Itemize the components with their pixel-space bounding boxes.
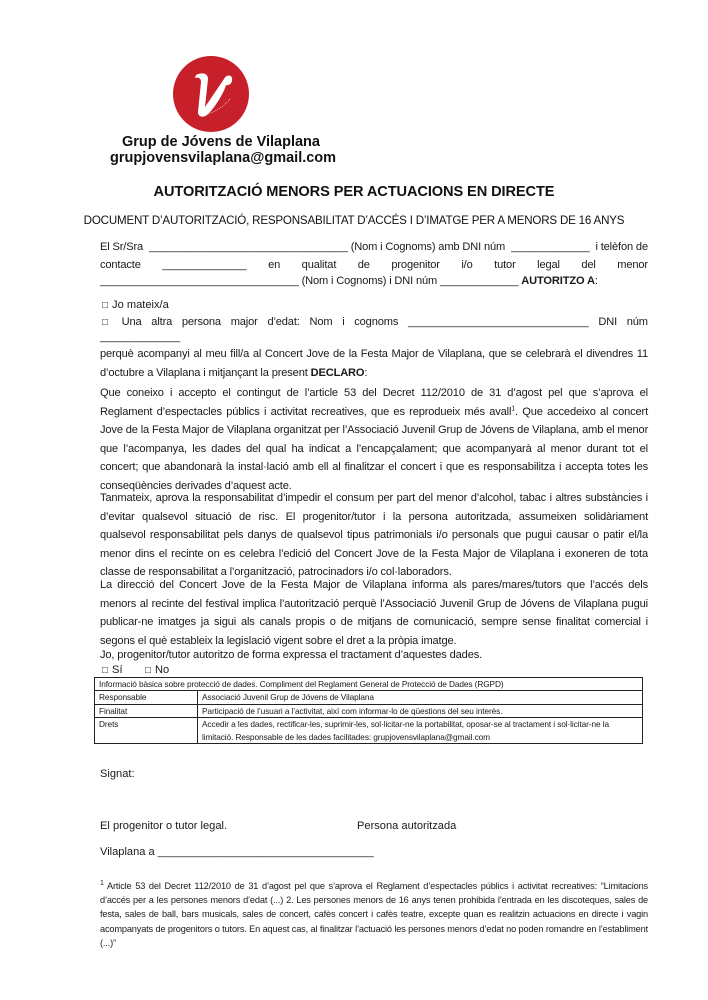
paragraph-line: conseqüències derivades d’aquest acte.: [100, 479, 292, 492]
option-word: persona: [181, 316, 221, 328]
consent-no-option[interactable]: [145, 663, 169, 678]
paragraph-line: que l’acompanya, les dades del qual ha indicat a l’encapçalament; que acompanyarà al menor durant tot el: [100, 442, 648, 455]
intro-word: i/o: [461, 259, 473, 271]
checkbox-icon[interactable]: □: [102, 300, 109, 311]
authorized-person-signature-label: Persona autoritzada: [357, 820, 457, 832]
row-value: Participació de l’usuari a l’activitat, així com informar-lo de qüestions del seu interès.: [198, 704, 643, 717]
intro-word: progenitor: [391, 259, 440, 271]
option-myself[interactable]: [102, 298, 169, 313]
punctuation: :: [594, 275, 598, 287]
minor-name-dni-field[interactable]: _________________________________ (Nom i Cognoms) i DNI núm _____________: [100, 275, 522, 287]
paragraph-line: Jove de la Festa Major de Vilaplana organitzat per l’Associació Juvenil Grup de Jóvens de Vilaplana, amb el menor: [100, 424, 649, 437]
table-row: [95, 691, 643, 704]
row-label: Finalitat: [95, 704, 198, 717]
data-protection-table: [94, 677, 643, 744]
other-person-name-field[interactable]: ______________________________: [407, 316, 589, 328]
declaration-paragraph-1: [100, 384, 648, 496]
paragraph-line: Tanmateix, aprova la responsabilitat d’impedir el consum per part del menor d’alcohol, tabac i altres substàncies i: [100, 492, 648, 504]
footnote-text: Article 53 del Decret 112/2010 de 31 d’agost pel que s’aprova el Reglament d’espectacles públics i activitat recreatives: “Limitacions d’accés per a les persones menors d’edat (...) 2. Les persones menors de 16 anys tenen prohibida l’entrada en les discoteques, sales de festa, sales de ball, bars musicals, sales de concert, cafès concert i cafès teatre, excepte quan es realitzin actuacions en directe i vagin acompanyats de progenitors o tutors. En aquest cas, al finalitzar l’actuació les persones menors d’edat no poden romandre en l’establiment (...)”: [100, 881, 648, 948]
option-word: major: [230, 316, 258, 328]
consent-yes-label: Sí: [112, 664, 123, 676]
declaro-label: DECLARO: [310, 366, 365, 379]
signed-label: Signat:: [100, 768, 135, 780]
paragraph-line: La direcció del Concert Jove de la Festa Major de Vilaplana informa als pares/mares/tutors que l’accés dels: [100, 579, 648, 591]
intro-word: del: [581, 259, 596, 271]
table-row: [95, 704, 643, 717]
paragraph-line: concert; que abandonarà la instal·lació amb ell al finalitzar el concert i que es responsabilitza i accepta totes les: [100, 461, 648, 474]
option-word: cognoms: [354, 316, 399, 328]
footnote-marker: 1: [100, 879, 104, 887]
row-value: Accedir a les dades, rectificar-les, suprimir-les, sol·licitar-ne la portabilitat, oposar-se al tractament i sol·licitar-ne la limitació. Responsable de les dades facilitades: grupjovensvilaplana@gmail.com: [198, 718, 643, 744]
intro-word: contacte: [100, 259, 141, 271]
intro-word: qualitat: [301, 259, 337, 271]
option-word: i: [342, 316, 345, 328]
intro-word: legal: [537, 259, 560, 271]
document-title: AUTORITZACIÓ MENORS PER ACTUACIONS EN DIRECTE: [153, 184, 555, 200]
footnote: [100, 879, 648, 950]
option-other-person: [102, 315, 648, 330]
table-row: [95, 718, 643, 744]
option-word: d’edat:: [267, 316, 300, 328]
checkbox-icon[interactable]: □: [102, 665, 109, 676]
paragraph-line: segons el què estableix la legislació vigent sobre el dret a la pròpia imatge.: [100, 634, 457, 647]
footnote-reference[interactable]: 1: [511, 404, 516, 412]
organization-name: Grup de Jóvens de Vilaplana: [122, 134, 320, 150]
row-label: Drets: [95, 718, 198, 744]
organization-logo: [172, 55, 250, 133]
intro-word: en: [268, 259, 281, 271]
intro-text: i telèfon de: [595, 241, 648, 253]
option-word: DNI: [598, 316, 617, 328]
option-word: núm: [626, 316, 648, 328]
document-subtitle: DOCUMENT D’AUTORITZACIÓ, RESPONSABILITAT D’ACCÉS I D’IMATGE PER A MENORS DE 16 ANYS: [83, 214, 625, 227]
paragraph-line: menor dins el recinte on es celebra l’edició del Concert Jove de la Festa Major de Vilaplana i exoneren de tota: [100, 547, 648, 560]
paragraph-line: qualsevol responsabilitat pels danys de qualsevol tipus patrimonials i/o personals que pugui causar o patir el/la: [100, 529, 648, 542]
row-label: Responsable: [95, 691, 198, 704]
option-word: Nom: [309, 316, 333, 328]
intro-line-1: [100, 240, 648, 255]
parent-signature-label: El progenitor o tutor legal.: [100, 820, 228, 832]
paragraph-line: Que coneixo i accepto el contingut de l’article 53 del Decret 112/2010 de 31 d’agost pel que s’aprova el: [100, 387, 648, 399]
paragraph-text: Reglament d’espectacles públics i activitat recreatives, que es reprodueix més avall: [100, 405, 512, 418]
consent-yes-option[interactable]: [102, 663, 123, 678]
autoritzo-label: AUTORITZO A: [521, 275, 595, 287]
option-myself-label: Jo mateix/a: [112, 299, 169, 311]
paragraph-text: . Que accedeixo al concert: [515, 405, 649, 418]
row-value: Associació Juvenil Grup de Jóvens de Vilaplana: [198, 691, 643, 704]
table-header: Informació bàsica sobre protecció de dades. Compliment del Reglament General de Protecció de Dades (RGPD): [95, 678, 643, 691]
intro-word: menor: [617, 259, 648, 271]
intro-line-3: [100, 274, 598, 289]
table-header-row: [95, 678, 643, 691]
intro-word: tutor: [494, 259, 516, 271]
paragraph-line: classe de responsabilitat a l’organització, patrocinadors i/o col·laboradors.: [100, 566, 452, 579]
parent-name-field[interactable]: _________________________________ (Nom i Cognoms) amb DNI núm: [149, 241, 506, 253]
checkbox-icon[interactable]: □: [145, 665, 152, 676]
paragraph-line: d’evitar qualsevol situació de risc. El progenitor/tutor i la persona autoritzada, assumeixen solidàriament: [100, 510, 648, 523]
option-word: altra: [151, 316, 173, 328]
image-rights-paragraph: [100, 576, 648, 650]
purpose-line: [100, 364, 648, 383]
organization-email: grupjovensvilaplana@gmail.com: [110, 150, 337, 166]
place-date-field[interactable]: Vilaplana a ___________________________________: [100, 846, 374, 858]
punctuation: :: [364, 366, 368, 379]
purpose-line: perquè acompanyi al meu fill/a al Concert Jove de la Festa Major de Vilaplana, que se celebrarà el divendres 11: [100, 348, 648, 360]
paragraph-line: publicar-ne imatges ja sigui als canals propis o de mitjans de comunicació, sempre sense finalitat comercial i: [100, 616, 648, 629]
purpose-paragraph: [100, 345, 648, 382]
consent-no-label: No: [155, 664, 170, 676]
purpose-text: d’octubre a Vilaplana i mitjançant la present: [100, 366, 311, 379]
paragraph-line: [100, 403, 648, 422]
parent-dni-field[interactable]: _____________: [511, 241, 590, 253]
phone-field[interactable]: ______________: [162, 259, 247, 271]
consent-text: Jo, progenitor/tutor autoritzo de forma expressa el tractament d’aquestes dades.: [100, 649, 483, 661]
paragraph-line: menors al recinte del festival implica l’autorització perquè l’Associació Juvenil Grup de Jóvens de Vilaplana pugui: [100, 597, 648, 610]
option-word: Una: [121, 316, 142, 328]
checkbox-icon[interactable]: □: [102, 317, 108, 328]
intro-line-2: [100, 258, 648, 273]
intro-word: de: [357, 259, 370, 271]
declaration-paragraph-2: [100, 489, 648, 582]
intro-text: El Sr/Sra: [100, 241, 144, 253]
other-person-dni-field[interactable]: _____________: [100, 331, 181, 343]
